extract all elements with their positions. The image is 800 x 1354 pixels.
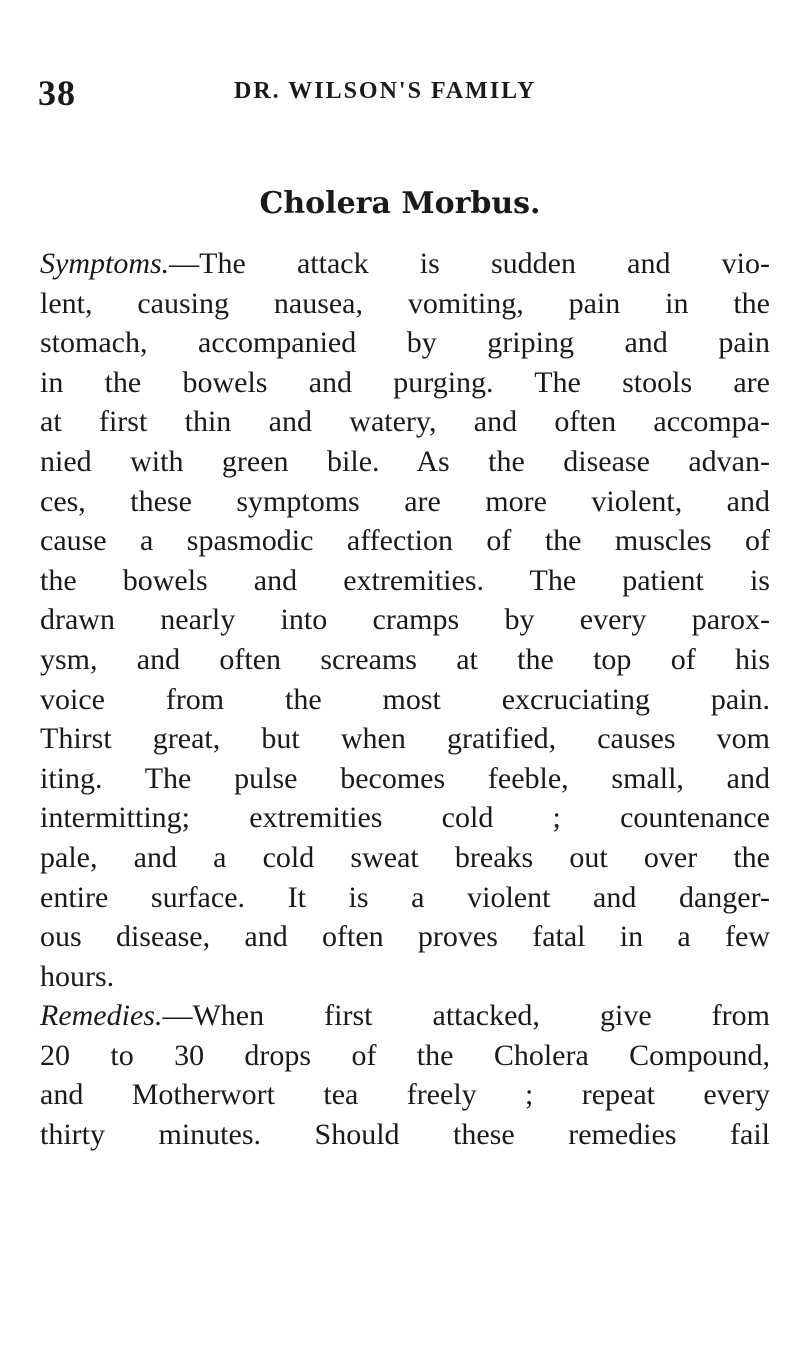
text-line: thirty minutes. Should these remedies fail (40, 1118, 770, 1152)
text-line: iting. The pulse becomes feeble, small, and (40, 761, 770, 795)
text-line: Thirst great, but when gratified, causes vom (40, 722, 770, 756)
text-line: ysm, and often screams at the top of his (40, 642, 770, 676)
text-line: and Motherwort tea freely ; repeat every (40, 1078, 770, 1112)
text-line (40, 996, 770, 1036)
text-line: drawn nearly into cramps by every parox- (40, 603, 770, 637)
text-line: hours. (40, 959, 115, 993)
text-line: in the bowels and purging. The stools are (40, 365, 770, 399)
text-line: lent, causing nausea, vomiting, pain in the (40, 286, 770, 320)
text-line: ces, these symptoms are more violent, and (40, 484, 770, 518)
text-line: stomach, accompanied by griping and pain (40, 326, 770, 360)
text-line-content: —The attack is sudden and vio- (169, 247, 770, 280)
text-line (40, 244, 770, 284)
text-line: entire surface. It is a violent and danger- (40, 880, 770, 914)
body-text (40, 244, 770, 1155)
text-line: the bowels and extremities. The patient is (40, 563, 770, 597)
text-line: ous disease, and often proves fatal in a few (40, 920, 770, 954)
text-line: at first thin and watery, and often accompa- (40, 405, 770, 439)
text-line: cause a spasmodic affection of the muscles of (40, 524, 770, 558)
text-line: intermitting; extremities cold ; countenance (40, 801, 770, 835)
text-line: pale, and a cold sweat breaks out over the (40, 840, 770, 874)
text-line-content: —When first attacked, give from (162, 999, 770, 1033)
section-heading: Cholera Morbus. (259, 186, 541, 221)
symptoms-label: Symptoms. (40, 247, 170, 280)
running-head (38, 72, 758, 122)
page-number: 38 (38, 73, 76, 113)
text-line: voice from the most excruciating pain. (40, 682, 770, 716)
running-title: DR. WILSON'S FAMILY (234, 78, 537, 104)
remedies-label: Remedies. (40, 999, 163, 1033)
text-line: 20 to 30 drops of the Cholera Compound, (40, 1038, 770, 1072)
text-line: nied with green bile. As the disease advan- (40, 444, 770, 478)
